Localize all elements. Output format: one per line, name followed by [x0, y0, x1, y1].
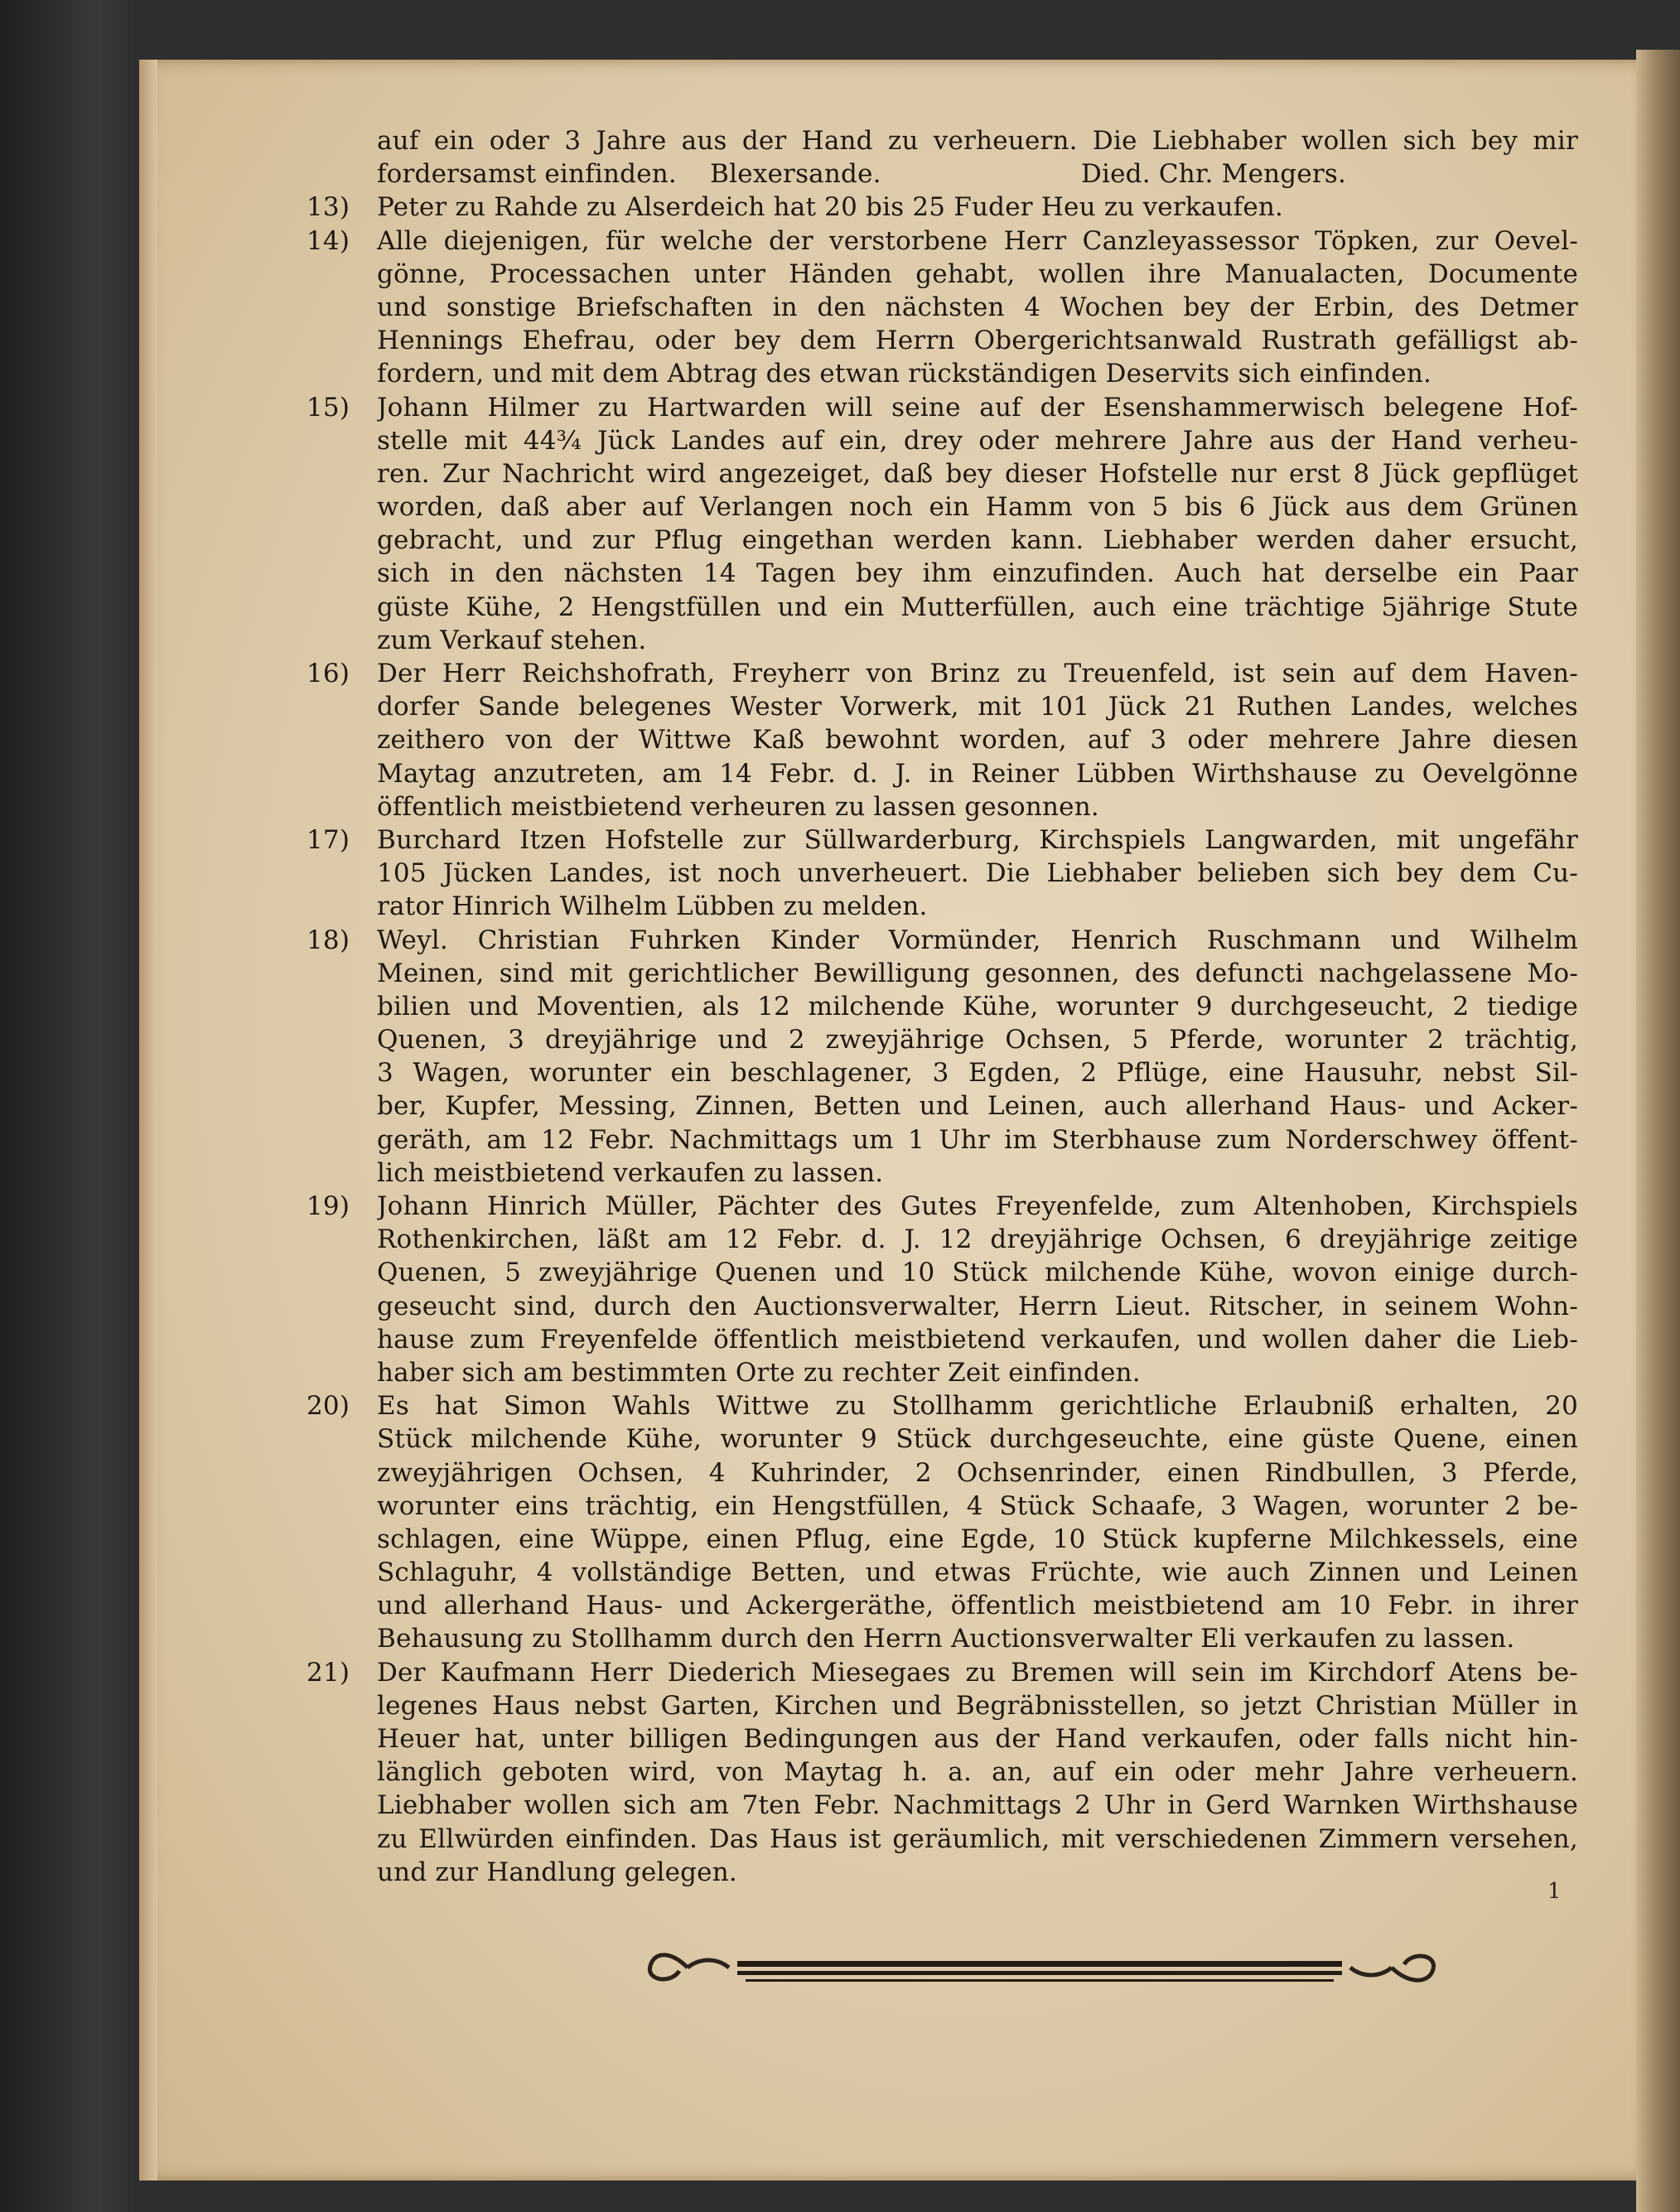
notice-number: 17) [307, 824, 350, 855]
notice-line: 105 Jücken Landes, ist noch unverheuert. Die Liebhaber belieben sich bey dem Cu- [377, 858, 1578, 889]
notice-line: güste Kühe, 2 Hengstfüllen und ein Mutterfüllen, auch eine trächtige 5jährige Stute [377, 592, 1578, 622]
notice-line: geräth, am 12 Febr. Nachmittags um 1 Uhr im Sterbhause zum Norderschwey öffent- [377, 1124, 1578, 1155]
notice-item [307, 1389, 1578, 1656]
notice-line: Liebhaber wollen sich am 7ten Febr. Nachmittags 2 Uhr in Gerd Warnken Wirthshause [377, 1790, 1578, 1821]
notice-line: lich meistbietend verkaufen zu lassen. [377, 1157, 884, 1188]
notice-line: worunter eins trächtig, ein Hengstfüllen, 4 Stück Schaafe, 3 Wagen, worunter 2 be- [377, 1490, 1578, 1521]
notice-number: 13) [307, 192, 350, 223]
notice-line: und allerhand Haus- und Ackergeräthe, öffentlich meistbietend am 10 Febr. in ihrer [377, 1591, 1578, 1621]
notice-line: Der Kaufmann Herr Diederich Miesegaes zu Bremen will sein im Kirchdorf Atens be- [377, 1657, 1578, 1688]
notice-number: 21) [307, 1657, 350, 1688]
notice-line: Hennings Ehefrau, oder bey dem Herrn Obergerichtsanwald Rustrath gefälligst ab- [377, 326, 1578, 356]
notice-line: öffentlich meistbietend verheuren zu lassen gesonnen. [377, 791, 1099, 822]
document-body [307, 124, 1578, 1889]
notice-line: Johann Hinrich Müller, Pächter des Gutes Freyenfelde, zum Altenhoben, Kirchspiels [377, 1191, 1578, 1221]
notice-line: gönne, Processachen unter Händen gehabt, wollen ihre Manualacten, Documente [377, 258, 1578, 289]
notice-number: 16) [307, 659, 350, 688]
notice-line: länglich geboten wird, von Maytag h. a. an, auf ein oder mehr Jahre verheuern. [377, 1757, 1578, 1788]
notice-line: 3 Wagen, worunter ein beschlagener, 3 Egden, 2 Pflüge, eine Hausuhr, nebst Sil- [377, 1058, 1578, 1089]
notice-line: und zur Handlung gelegen. [377, 1857, 737, 1887]
notice-item [307, 924, 1578, 1191]
notice-line: rator Hinrich Wilhelm Lübben zu melden. [377, 891, 928, 922]
notice-item [307, 391, 1578, 658]
notice-line: gebracht, und zur Pflug eingethan werden kann. Liebhaber werden daher ersucht, [377, 525, 1578, 556]
notice-item [307, 1190, 1578, 1389]
page-gutter [139, 60, 157, 2181]
notice-line: zweyjährigen Ochsen, 4 Kuhrinder, 2 Ochsenrinder, einen Rindbullen, 3 Pferde, [377, 1457, 1578, 1488]
notice-line: geseucht sind, durch den Auctionsverwalter, Herrn Lieut. Ritscher, in seinem Wohn- [377, 1291, 1578, 1321]
notice-line: sich in den nächsten 14 Tagen bey ihm einzufinden. Auch hat derselbe ein Paar [377, 558, 1578, 589]
notice-line: Quenen, 5 zweyjährige Quenen und 10 Stück milchende Kühe, wovon einige durch- [377, 1258, 1578, 1288]
notice-line: Behausung zu Stollhamm durch den Herrn Auctionsverwalter Eli verkaufen zu lassen. [377, 1624, 1515, 1654]
catchword: 1 [1547, 1879, 1562, 1904]
notice-number: 15) [307, 392, 350, 423]
ornament-rule [638, 1943, 1483, 1992]
notice-number: 19) [307, 1191, 350, 1221]
notice-line: ren. Zur Nachricht wird angezeiget, daß bey dieser Hofstelle nur erst 8 Jück gepflüget [377, 458, 1578, 489]
notice-line: Es hat Simon Wahls Wittwe zu Stollhamm gerichtliche Erlaubniß erhalten, 20 [377, 1391, 1578, 1422]
notice-list [307, 191, 1578, 1889]
notice-line: bilien und Moventien, als 12 milchende Kühe, worunter 9 durchgeseucht, 2 tiedige [377, 991, 1578, 1021]
notice-line: Maytag anzutreten, am 14 Febr. d. J. in Reiner Lübben Wirthshause zu Oevelgönne [377, 758, 1578, 789]
notice-line: Stück milchende Kühe, worunter 9 Stück durchgeseuchte, eine güste Quene, einen [377, 1424, 1578, 1455]
notice-line: Burchard Itzen Hofstelle zur Süllwarderburg, Kirchspiels Langwarden, mit ungefähr [377, 824, 1578, 855]
intro-line: auf ein oder 3 Jahre aus der Hand zu verheuern. Die Liebhaber wollen sich bey mir [377, 126, 1578, 156]
notice-line: Johann Hilmer zu Hartwarden will seine auf der Esenshammerwisch belegene Hof- [377, 392, 1578, 423]
notice-line: legenes Haus nebst Garten, Kirchen und Begräbnisstellen, so jetzt Christian Müller in [377, 1690, 1578, 1721]
notice-line: ber, Kupfer, Messing, Zinnen, Betten und Leinen, auch allerhand Haus- und Acker- [377, 1091, 1578, 1122]
notice-line: und sonstige Briefschaften in den nächsten 4 Wochen bey der Erbin, des Detmer [377, 292, 1578, 322]
notice-line: Alle diejenigen, für welche der verstorbene Herr Canzleyassessor Töpken, zur Oevel- [377, 225, 1578, 256]
notice-item [307, 657, 1578, 823]
notice-line: Meinen, sind mit gerichtlicher Bewilligung gesonnen, des defuncti nachgelassene Mo- [377, 958, 1578, 988]
notice-line: Heuer hat, unter billigen Bedingungen aus der Hand verkaufen, oder falls nicht hin- [377, 1724, 1578, 1754]
notice-line: schlagen, eine Wüppe, einen Pflug, eine Egde, 10 Stück kupferne Milchkessels, eine [377, 1524, 1578, 1554]
notice-line: zum Verkauf stehen. [377, 625, 647, 655]
notice-line: stelle mit 44¾ Jück Landes auf ein, drey oder mehrere Jahre aus der Hand verheu- [377, 425, 1578, 456]
notice-line: zu Ellwürden einfinden. Das Haus ist geräumlich, mit verschiedenen Zimmern versehen, [377, 1823, 1578, 1854]
notice-line: haber sich am bestimmten Orte zu rechter Zeit einfinden. [377, 1357, 1141, 1388]
notice-line: dorfer Sande belegenes Wester Vorwerk, mit 101 Jück 21 Ruthen Landes, welches [377, 692, 1578, 722]
notice-line: Der Herr Reichshofrath, Freyherr von Brinz zu Treuenfeld, ist sein auf dem Haven- [377, 659, 1578, 688]
notice-line: Peter zu Rahde zu Alserdeich hat 20 bis 25 Fuder Heu zu verkaufen. [377, 192, 1284, 223]
intro-line: fordersamst einfinden. Blexersande. Died. Chr. Mengers. [377, 159, 1347, 190]
notice-line: Weyl. Christian Fuhrken Kinder Vormünder, Henrich Ruschmann und Wilhelm [377, 925, 1578, 955]
notice-item [307, 225, 1578, 391]
notice-item [307, 1656, 1578, 1889]
notice-number: 14) [307, 225, 350, 256]
notice-number: 20) [307, 1391, 350, 1422]
notice-line: hause zum Freyenfelde öffentlich meistbietend verkaufen, und wollen daher die Lieb- [377, 1324, 1578, 1355]
notice-line: Quenen, 3 dreyjährige und 2 zweyjährige Ochsen, 5 Pferde, worunter 2 trächtig, [377, 1025, 1578, 1055]
notice-item [307, 191, 1578, 224]
notice-line: worden, daß aber auf Verlangen noch ein Hamm von 5 bis 6 Jück aus dem Grünen [377, 492, 1578, 523]
notice-line: fordern, und mit dem Abtrag des etwan rückständigen Deservits sich einfinden. [377, 359, 1432, 389]
notice-line: zeithero von der Wittwe Kaß bewohnt worden, auf 3 oder mehrere Jahre diesen [377, 725, 1578, 756]
page-edge [1636, 50, 1680, 2212]
notice-line: Rothenkirchen, läßt am 12 Febr. d. J. 12 dreyjährige Ochsen, 6 dreyjährige zeitige [377, 1224, 1578, 1255]
notice-line: Schlaguhr, 4 vollständige Betten, und etwas Früchte, wie auch Zinnen und Leinen [377, 1558, 1578, 1588]
notice-number: 18) [307, 925, 350, 955]
notice-item [307, 823, 1578, 924]
